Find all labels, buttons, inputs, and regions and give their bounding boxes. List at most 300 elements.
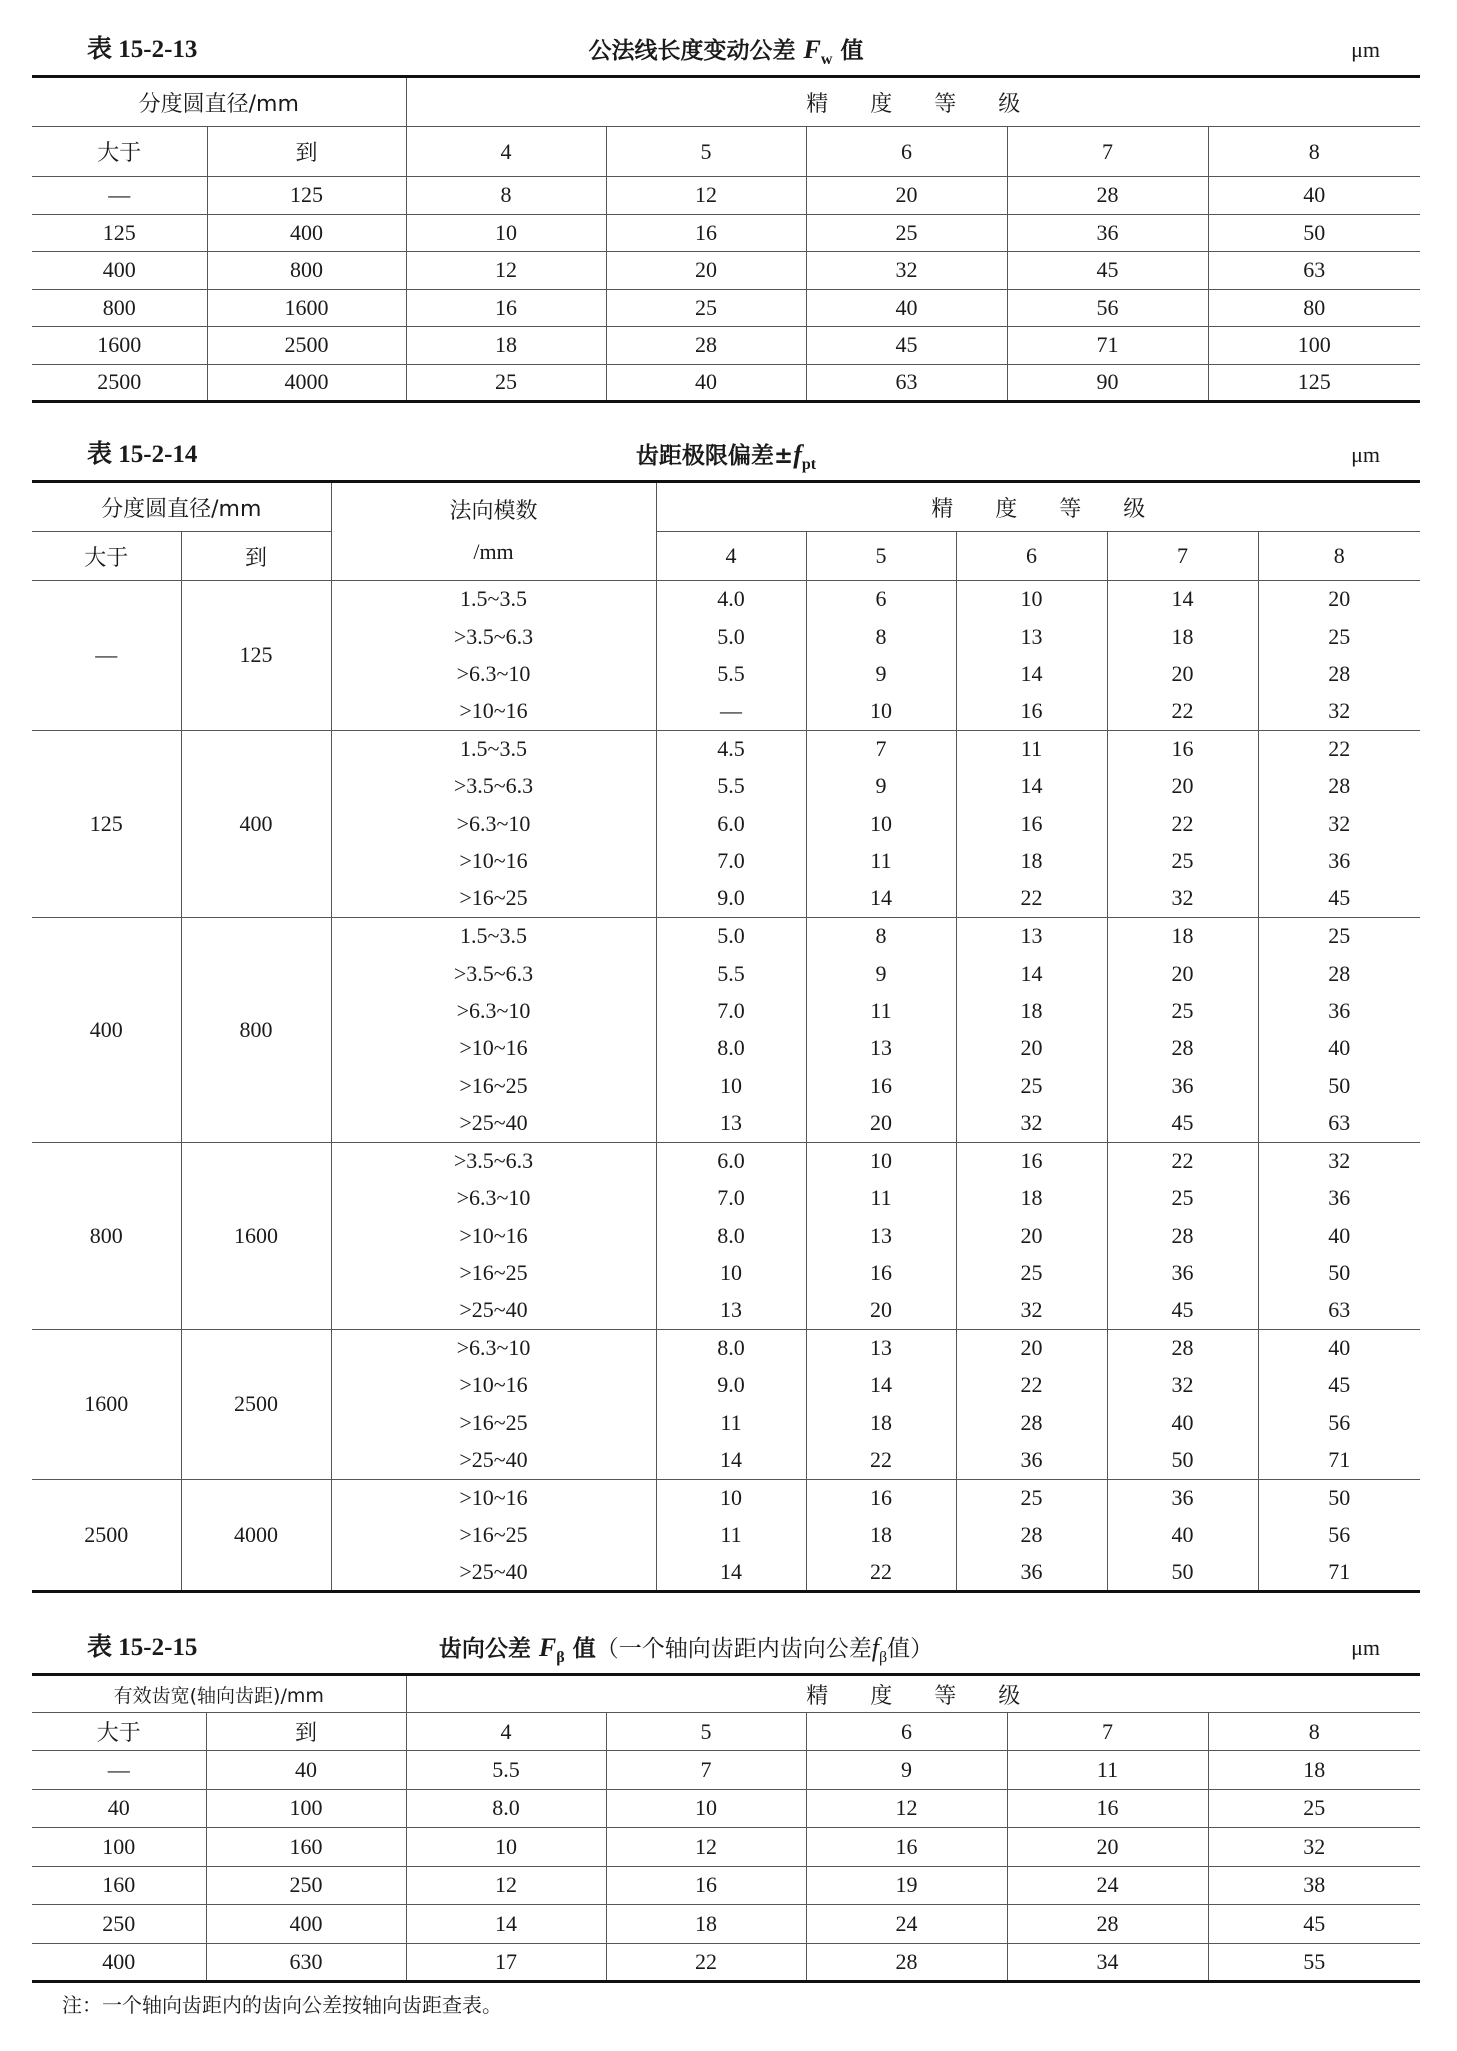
cell-grade-6: 32 [806, 252, 1007, 290]
cell-grade-8: 25 [1258, 618, 1420, 655]
table13 [32, 75, 1420, 403]
cell-grade-6: 20 [806, 177, 1007, 215]
cell-grade-8: 40 [1258, 1329, 1420, 1366]
cell-module: >25~40 [331, 1105, 656, 1142]
cell-over: 1600 [32, 327, 207, 365]
cell-grade-6: 20 [956, 1217, 1107, 1254]
cell-grade-8: 28 [1258, 655, 1420, 692]
cell-grade-5: 9 [806, 768, 956, 805]
cell-grade-6: 18 [956, 843, 1107, 880]
grade-7-header: 7 [1007, 127, 1208, 177]
cell-grade-4: 10 [656, 1067, 806, 1104]
cell-grade-6: 13 [956, 917, 1107, 954]
cell-module: >16~25 [331, 1516, 656, 1553]
to-header: 到 [181, 532, 331, 581]
cell-module: >6.3~10 [331, 805, 656, 842]
table15-unit: μm [1351, 1635, 1380, 1660]
cell-grade-7: 20 [1107, 768, 1258, 805]
table-row [32, 327, 1420, 365]
cell-to: 800 [181, 917, 331, 1142]
cell-grade-6: 18 [956, 992, 1107, 1029]
cell-to: 160 [206, 1828, 406, 1867]
cell-grade-7: 28 [1007, 1905, 1208, 1944]
cell-grade-7: 25 [1107, 1180, 1258, 1217]
cell-grade-7: 32 [1107, 1367, 1258, 1404]
cell-grade-6: 19 [806, 1866, 1007, 1905]
cell-grade-6: 32 [956, 1292, 1107, 1329]
cell-grade-5: 22 [606, 1943, 806, 1982]
cell-grade-8: 32 [1208, 1828, 1420, 1867]
cell-over: — [32, 581, 181, 731]
cell-module: >16~25 [331, 1254, 656, 1291]
cell-grade-5: 16 [606, 214, 806, 252]
table-row [32, 1142, 1420, 1179]
cell-grade-4: 5.0 [656, 917, 806, 954]
table15-caption [32, 1628, 1420, 1668]
cell-grade-5: 13 [806, 1329, 956, 1366]
cell-grade-4: 8.0 [656, 1329, 806, 1366]
cell-over: 400 [32, 1943, 206, 1982]
table14-header-row1 [32, 482, 1420, 532]
cell-over: 40 [32, 1789, 206, 1828]
cell-grade-5: 8 [806, 618, 956, 655]
cell-grade-5: 10 [806, 1142, 956, 1179]
table13-unit: μm [1351, 37, 1380, 62]
cell-grade-4: 5.5 [406, 1751, 606, 1790]
cell-grade-6: 28 [806, 1943, 1007, 1982]
cell-grade-5: 18 [806, 1516, 956, 1553]
grade-7-header: 7 [1107, 532, 1258, 581]
cell-grade-4: 6.0 [656, 1142, 806, 1179]
cell-grade-4: 9.0 [656, 880, 806, 917]
table-row [32, 1828, 1420, 1867]
cell-grade-8: 71 [1258, 1554, 1420, 1591]
table-row [32, 252, 1420, 290]
cell-grade-7: 40 [1107, 1516, 1258, 1553]
cell-module: >10~16 [331, 1479, 656, 1516]
cell-grade-8: 28 [1258, 955, 1420, 992]
cell-grade-8: 80 [1208, 289, 1420, 327]
cell-grade-6: 36 [956, 1554, 1107, 1591]
cell-to: 400 [181, 730, 331, 917]
cell-module: >3.5~6.3 [331, 768, 656, 805]
cell-grade-6: 16 [956, 693, 1107, 730]
cell-over: 125 [32, 214, 207, 252]
table13-number: 表 15-2-13 [87, 36, 198, 63]
cell-grade-4: 10 [406, 214, 606, 252]
cell-to: 1600 [207, 289, 406, 327]
cell-grade-5: 13 [806, 1030, 956, 1067]
cell-grade-8: 56 [1258, 1404, 1420, 1441]
table14-number: 表 15-2-14 [87, 441, 198, 468]
cell-grade-6: 20 [956, 1030, 1107, 1067]
cell-grade-4: 7.0 [656, 992, 806, 1029]
cell-module: >6.3~10 [331, 655, 656, 692]
cell-grade-6: 16 [806, 1828, 1007, 1867]
cell-grade-4: 11 [656, 1404, 806, 1441]
cell-to: 800 [207, 252, 406, 290]
cell-grade-6: 16 [956, 805, 1107, 842]
cell-grade-8: 22 [1258, 730, 1420, 767]
cell-grade-7: 22 [1107, 693, 1258, 730]
cell-grade-4: 5.5 [656, 768, 806, 805]
cell-to: 2500 [207, 327, 406, 365]
cell-grade-7: 34 [1007, 1943, 1208, 1982]
cell-grade-4: 8.0 [656, 1030, 806, 1067]
cell-module: >16~25 [331, 1067, 656, 1104]
cell-grade-7: 16 [1007, 1789, 1208, 1828]
cell-grade-5: 11 [806, 843, 956, 880]
cell-grade-6: 28 [956, 1404, 1107, 1441]
grade-8-header: 8 [1258, 532, 1420, 581]
cell-grade-8: 100 [1208, 327, 1420, 365]
cell-to: 4000 [207, 364, 406, 402]
cell-grade-7: 36 [1007, 214, 1208, 252]
cell-grade-4: 5.0 [656, 618, 806, 655]
table-row [32, 730, 1420, 767]
cell-grade-7: 11 [1007, 1751, 1208, 1790]
cell-over: 400 [32, 917, 181, 1142]
cell-grade-8: 25 [1258, 917, 1420, 954]
cell-grade-7: 25 [1107, 843, 1258, 880]
cell-grade-8: 40 [1258, 1030, 1420, 1067]
cell-to: 400 [206, 1905, 406, 1944]
table15-header-row1 [32, 1675, 1420, 1713]
cell-grade-4: 7.0 [656, 1180, 806, 1217]
cell-grade-5: 22 [806, 1554, 956, 1591]
cell-grade-7: 20 [1007, 1828, 1208, 1867]
cell-module: 1.5~3.5 [331, 730, 656, 767]
cell-grade-8: 125 [1208, 364, 1420, 402]
cell-module: >3.5~6.3 [331, 1142, 656, 1179]
cell-grade-4: 10 [406, 1828, 606, 1867]
cell-module: >10~16 [331, 1217, 656, 1254]
cell-grade-6: 25 [806, 214, 1007, 252]
module-header [331, 482, 656, 581]
cell-grade-8: 50 [1258, 1067, 1420, 1104]
grade-5-header: 5 [606, 127, 806, 177]
cell-grade-4: 18 [406, 327, 606, 365]
cell-over: — [32, 1751, 206, 1790]
cell-grade-5: 20 [806, 1292, 956, 1329]
cell-over: 250 [32, 1905, 206, 1944]
cell-grade-8: 50 [1208, 214, 1420, 252]
grade-4-header: 4 [656, 532, 806, 581]
cell-grade-7: 71 [1007, 327, 1208, 365]
cell-module: >3.5~6.3 [331, 618, 656, 655]
over-header: 大于 [32, 1713, 206, 1751]
cell-grade-8: 20 [1258, 581, 1420, 618]
cell-grade-6: 10 [956, 581, 1107, 618]
cell-over: 100 [32, 1828, 206, 1867]
cell-grade-8: 40 [1208, 177, 1420, 215]
table-row [32, 1789, 1420, 1828]
cell-grade-6: 20 [956, 1329, 1107, 1366]
cell-grade-7: 25 [1107, 992, 1258, 1029]
cell-module: >6.3~10 [331, 1180, 656, 1217]
cell-grade-5: 13 [806, 1217, 956, 1254]
cell-grade-5: 11 [806, 992, 956, 1029]
cell-grade-4: 7.0 [656, 843, 806, 880]
cell-grade-8: 71 [1258, 1442, 1420, 1479]
diameter-header: 分度圆直径/mm [32, 482, 331, 532]
cell-grade-4: 4.0 [656, 581, 806, 618]
cell-grade-7: 28 [1007, 177, 1208, 215]
cell-grade-7: 18 [1107, 618, 1258, 655]
cell-grade-6: 13 [956, 618, 1107, 655]
cell-grade-5: 16 [606, 1866, 806, 1905]
cell-grade-8: 36 [1258, 992, 1420, 1029]
table-row [32, 177, 1420, 215]
cell-grade-7: 36 [1107, 1254, 1258, 1291]
cell-grade-4: 5.5 [656, 655, 806, 692]
cell-grade-4: 8 [406, 177, 606, 215]
table15-title: 齿向公差 $F_\beta$ 值（一个轴向齿距内齿向公差$f_\beta$值） [438, 1633, 934, 1666]
cell-grade-8: 36 [1258, 1180, 1420, 1217]
cell-to: 125 [181, 581, 331, 731]
cell-over: 160 [32, 1866, 206, 1905]
table15 [32, 1673, 1420, 1983]
grade-6-header: 6 [806, 1713, 1007, 1751]
cell-over: 2500 [32, 1479, 181, 1591]
cell-grade-4: 25 [406, 364, 606, 402]
cell-over: 125 [32, 730, 181, 917]
cell-module: >25~40 [331, 1442, 656, 1479]
cell-grade-6: 40 [806, 289, 1007, 327]
cell-grade-4: 13 [656, 1105, 806, 1142]
cell-grade-8: 36 [1258, 843, 1420, 880]
cell-grade-8: 63 [1258, 1105, 1420, 1142]
table15-note: 注：一个轴向齿距内的齿向公差按轴向齿距查表。 [62, 1993, 502, 2017]
cell-grade-5: 16 [806, 1479, 956, 1516]
cell-grade-5: 12 [606, 177, 806, 215]
cell-grade-5: 18 [606, 1905, 806, 1944]
cell-grade-5: 16 [806, 1067, 956, 1104]
grade-5-header: 5 [606, 1713, 806, 1751]
cell-grade-6: 32 [956, 1105, 1107, 1142]
cell-grade-6: 14 [956, 768, 1107, 805]
cell-grade-4: 9.0 [656, 1367, 806, 1404]
cell-grade-4: 17 [406, 1943, 606, 1982]
module-header-line2: /mm [473, 538, 514, 564]
cell-grade-7: 18 [1107, 917, 1258, 954]
cell-grade-6: 11 [956, 730, 1107, 767]
table15-header-row2 [32, 1713, 1420, 1751]
cell-grade-7: 56 [1007, 289, 1208, 327]
table13-header-row1 [32, 77, 1420, 127]
table13-caption [32, 30, 1420, 70]
grade-8-header: 8 [1208, 127, 1420, 177]
cell-grade-7: 14 [1107, 581, 1258, 618]
cell-module: 1.5~3.5 [331, 581, 656, 618]
cell-grade-5: 25 [606, 289, 806, 327]
cell-grade-7: 20 [1107, 655, 1258, 692]
cell-grade-7: 45 [1007, 252, 1208, 290]
cell-to: 1600 [181, 1142, 331, 1329]
cell-grade-6: 18 [956, 1180, 1107, 1217]
cell-to: 4000 [181, 1479, 331, 1591]
cell-grade-7: 22 [1107, 805, 1258, 842]
cell-grade-8: 32 [1258, 805, 1420, 842]
cell-grade-7: 36 [1107, 1067, 1258, 1104]
cell-grade-6: 14 [956, 655, 1107, 692]
table-row [32, 1943, 1420, 1982]
cell-grade-6: 25 [956, 1254, 1107, 1291]
cell-grade-4: 10 [656, 1479, 806, 1516]
cell-grade-8: 32 [1258, 1142, 1420, 1179]
cell-grade-8: 25 [1208, 1789, 1420, 1828]
cell-grade-7: 28 [1107, 1217, 1258, 1254]
to-header: 到 [207, 127, 406, 177]
table14-title: 齿距极限偏差$\pm f_{pt}$ [635, 440, 817, 473]
grade-6-header: 6 [956, 532, 1107, 581]
cell-grade-5: 14 [806, 1367, 956, 1404]
cell-grade-5: 12 [606, 1828, 806, 1867]
grade-4-header: 4 [406, 1713, 606, 1751]
cell-grade-8: 56 [1258, 1516, 1420, 1553]
cell-grade-8: 45 [1258, 1367, 1420, 1404]
grade-5-header: 5 [806, 532, 956, 581]
table-row [32, 917, 1420, 954]
cell-grade-4: 8.0 [656, 1217, 806, 1254]
table-row [32, 1329, 1420, 1366]
cell-to: 125 [207, 177, 406, 215]
cell-grade-5: 6 [806, 581, 956, 618]
cell-over: 800 [32, 289, 207, 327]
cell-grade-7: 28 [1107, 1030, 1258, 1067]
cell-over: 800 [32, 1142, 181, 1329]
cell-grade-6: 45 [806, 327, 1007, 365]
cell-module: >16~25 [331, 1404, 656, 1441]
table-row [32, 1866, 1420, 1905]
cell-module: >6.3~10 [331, 1329, 656, 1366]
cell-grade-7: 28 [1107, 1329, 1258, 1366]
cell-grade-8: 50 [1258, 1479, 1420, 1516]
cell-to: 250 [206, 1866, 406, 1905]
cell-grade-7: 16 [1107, 730, 1258, 767]
cell-grade-8: 63 [1258, 1292, 1420, 1329]
table-row [32, 1751, 1420, 1790]
cell-grade-7: 45 [1107, 1292, 1258, 1329]
to-header: 到 [206, 1713, 406, 1751]
cell-grade-7: 32 [1107, 880, 1258, 917]
cell-grade-4: 12 [406, 252, 606, 290]
cell-over: 400 [32, 252, 207, 290]
cell-module: >25~40 [331, 1292, 656, 1329]
cell-grade-5: 10 [606, 1789, 806, 1828]
cell-grade-5: 16 [806, 1254, 956, 1291]
over-header: 大于 [32, 127, 207, 177]
grade-header: 精度等级 [656, 482, 1420, 532]
cell-grade-6: 9 [806, 1751, 1007, 1790]
cell-grade-4: 6.0 [656, 805, 806, 842]
cell-grade-5: 14 [806, 880, 956, 917]
cell-grade-8: 45 [1258, 880, 1420, 917]
cell-module: >10~16 [331, 693, 656, 730]
grade-7-header: 7 [1007, 1713, 1208, 1751]
cell-to: 2500 [181, 1329, 331, 1479]
cell-grade-8: 63 [1208, 252, 1420, 290]
cell-grade-4: — [656, 693, 806, 730]
grade-4-header: 4 [406, 127, 606, 177]
over-header: 大于 [32, 532, 181, 581]
cell-grade-5: 9 [806, 655, 956, 692]
cell-grade-4: 10 [656, 1254, 806, 1291]
table-row [32, 289, 1420, 327]
grade-header: 精度等级 [406, 77, 1420, 127]
cell-grade-6: 16 [956, 1142, 1107, 1179]
cell-grade-4: 5.5 [656, 955, 806, 992]
cell-module: >10~16 [331, 843, 656, 880]
cell-grade-4: 13 [656, 1292, 806, 1329]
cell-to: 40 [206, 1751, 406, 1790]
cell-grade-5: 8 [806, 917, 956, 954]
cell-grade-7: 90 [1007, 364, 1208, 402]
cell-module: 1.5~3.5 [331, 917, 656, 954]
cell-grade-5: 20 [606, 252, 806, 290]
table14-header-row2 [32, 532, 1420, 581]
cell-grade-4: 14 [406, 1905, 606, 1944]
cell-grade-7: 24 [1007, 1866, 1208, 1905]
cell-grade-4: 8.0 [406, 1789, 606, 1828]
table-row [32, 1479, 1420, 1516]
table13-title: 公法线长度变动公差 $F_w$ 值 [588, 35, 864, 68]
table-row [32, 581, 1420, 618]
cell-grade-5: 22 [806, 1442, 956, 1479]
cell-grade-5: 10 [806, 693, 956, 730]
table14 [32, 480, 1420, 1593]
cell-to: 100 [206, 1789, 406, 1828]
cell-grade-5: 11 [806, 1180, 956, 1217]
cell-grade-6: 12 [806, 1789, 1007, 1828]
cell-to: 630 [206, 1943, 406, 1982]
cell-module: >3.5~6.3 [331, 955, 656, 992]
cell-module: >10~16 [331, 1367, 656, 1404]
grade-header: 精度等级 [406, 1675, 1420, 1713]
table13-header-row2 [32, 127, 1420, 177]
cell-grade-5: 9 [806, 955, 956, 992]
cell-to: 400 [207, 214, 406, 252]
cell-over: — [32, 177, 207, 215]
cell-grade-4: 12 [406, 1866, 606, 1905]
cell-grade-4: 14 [656, 1554, 806, 1591]
width-header: 有效齿宽(轴向齿距)/mm [32, 1675, 406, 1713]
cell-grade-8: 40 [1258, 1217, 1420, 1254]
grade-8-header: 8 [1208, 1713, 1420, 1751]
cell-grade-4: 4.5 [656, 730, 806, 767]
cell-module: >16~25 [331, 880, 656, 917]
cell-grade-8: 38 [1208, 1866, 1420, 1905]
cell-grade-5: 20 [806, 1105, 956, 1142]
cell-grade-4: 16 [406, 289, 606, 327]
cell-grade-7: 50 [1107, 1554, 1258, 1591]
table15-number: 表 15-2-15 [87, 1634, 198, 1661]
cell-grade-8: 32 [1258, 693, 1420, 730]
cell-grade-5: 40 [606, 364, 806, 402]
cell-grade-5: 28 [606, 327, 806, 365]
table14-caption [32, 435, 1420, 475]
table-row [32, 364, 1420, 402]
table-row [32, 214, 1420, 252]
cell-grade-8: 45 [1208, 1905, 1420, 1944]
cell-grade-7: 22 [1107, 1142, 1258, 1179]
cell-grade-6: 25 [956, 1479, 1107, 1516]
cell-grade-8: 55 [1208, 1943, 1420, 1982]
cell-grade-7: 50 [1107, 1442, 1258, 1479]
diameter-header: 分度圆直径/mm [32, 77, 406, 127]
cell-grade-5: 18 [806, 1404, 956, 1441]
table14-unit: μm [1351, 442, 1380, 467]
